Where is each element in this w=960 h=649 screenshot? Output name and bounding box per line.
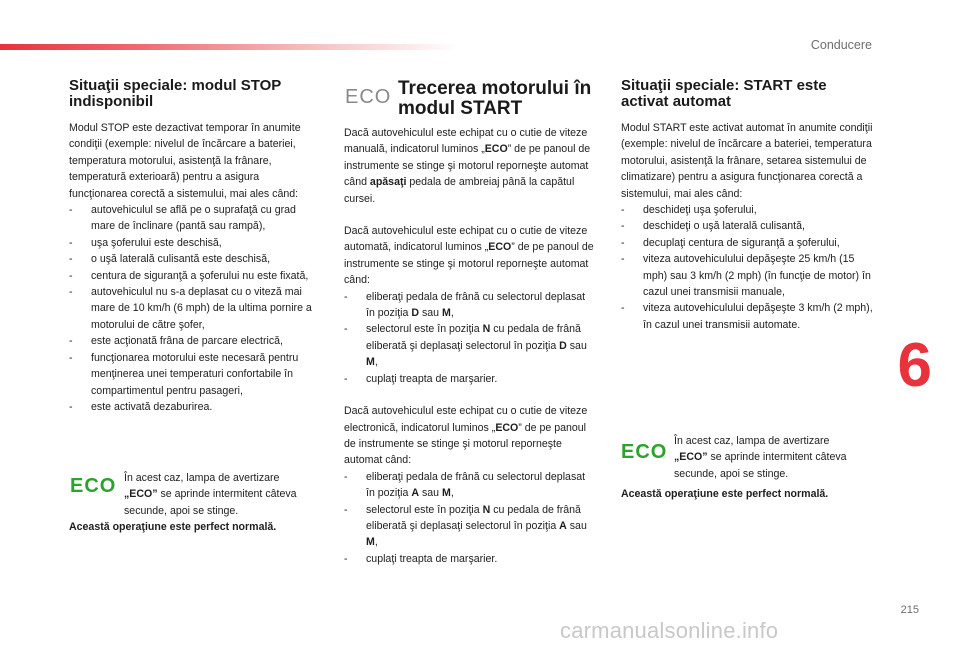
left-list [69, 202, 319, 415]
list-item: - cuplaţi treapta de marşarier. [344, 551, 594, 567]
left-footer-note: Această operaţiune este perfect normală. [69, 521, 277, 533]
left-intro: Modul STOP este dezactivat temporar în anumite condiţii (exemple: nivelul de încărcare a bateriei, temperatura motorului, asistenţă la frânare, temperatură exterioară) pentru a asigura funcţionarea corectă a sistemului, mai ales când: [69, 122, 301, 200]
left-eco-note: În acest caz, lampa de avertizare „ECO” se aprinde intermitent câteva secunde, apoi se stinge. [124, 472, 297, 517]
list-item: - funcţionarea motorului este necesară pentru menţinerea unei temperaturi confortabile în compartimentul pentru pasageri, [69, 350, 319, 399]
electronic-gearbox-list [344, 469, 594, 567]
list-item: - autovehiculul nu s-a deplasat cu o viteză mai mare de 10 km/h (6 mph) de la ultima pornire a motorului de către şofer, [69, 284, 319, 333]
eco-warning-icon: ECO [70, 475, 117, 497]
left-column [69, 78, 319, 415]
right-footer-note: Această operaţiune este perfect normală. [621, 488, 829, 500]
watermark: carmanualsonline.info [560, 618, 779, 643]
electronic-gearbox-paragraph: Dacă autovehiculul este echipat cu o cutie de viteze electronică, indicatorul luminos „ECO” de pe panoul de instrumente se stinge şi motorul reporneşte automat când: [344, 405, 588, 467]
list-item: - cuplaţi treapta de marşarier. [344, 371, 594, 387]
list-item: - deschideţi uşa şoferului, [621, 202, 873, 218]
automatic-gearbox-paragraph: Dacă autovehiculul este echipat cu o cutie de viteze automată, indicatorul luminos „ECO” de pe panoul de instrumente se stinge şi motorul reporneşte automat când: [344, 225, 594, 287]
list-item: - viteza autovehiculului depăşeşte 25 km/h (15 mph) sau 3 km/h (2 mph) (în funcţie de motor) în cazul unei transmisii manuale, [621, 251, 873, 300]
middle-column [344, 125, 594, 567]
list-item: - este acţionată frâna de parcare electrică, [69, 333, 319, 349]
chapter-number: 6 [897, 331, 932, 400]
left-title: Situaţii speciale: modul STOP indisponibil [69, 77, 282, 110]
list-item: - o uşă laterală culisantă este deschisă, [69, 251, 319, 267]
list-item: - eliberaţi pedala de frână cu selectorul deplasat în poziţia A sau M, [344, 469, 594, 502]
eco-icon: ECO [345, 86, 392, 108]
list-item: - eliberaţi pedala de frână cu selectorul deplasat în poziţia D sau M, [344, 289, 594, 322]
right-title: Situaţii speciale: START este activat automat [621, 77, 827, 110]
list-item: - este activată dezaburirea. [69, 399, 319, 415]
list-item: - autovehiculul se află pe o suprafaţă cu grad mare de înclinare (pantă sau rampă), [69, 202, 319, 235]
eco-warning-icon: ECO [621, 441, 668, 463]
section-title: Conducere [810, 38, 872, 52]
list-item: - selectorul este în poziţia N cu pedala de frână eliberată şi deplasaţi selectorul în poziţia D sau M, [344, 321, 594, 370]
list-item: - deschideţi o uşă laterală culisantă, [621, 218, 873, 234]
right-intro: Modul START este activat automat în anumite condiţii (exemple: nivelul de încărcare a bateriei, temperatura motorului, asistenţă la frânare, setarea sistemului de climatizare) pentru a asigura funcţionarea corectă a sistemului, mai ales când: [621, 122, 873, 200]
automatic-gearbox-list [344, 289, 594, 387]
middle-title: Trecerea motorului în modul START [398, 78, 592, 119]
list-item: - viteza autovehiculului depăşeşte 3 km/h (2 mph), în cazul unei transmisii automate. [621, 300, 873, 333]
manual-gearbox-paragraph: Dacă autovehiculul este echipat cu o cutie de viteze manuală, indicatorul luminos „ECO” de pe panoul de instrumente se stinge şi motorul reporneşte automat când apăsaţi pedala de ambreiaj până la capătul cursei. [344, 127, 591, 205]
right-column [621, 78, 873, 333]
right-list [621, 202, 873, 333]
list-item: - decuplaţi centura de siguranţă a şoferului, [621, 235, 873, 251]
list-item: - uşa şoferului este deschisă, [69, 235, 319, 251]
list-item: - selectorul este în poziţia N cu pedala de frână eliberată şi deplasaţi selectorul în poziţia A sau M, [344, 502, 594, 551]
right-eco-note: În acest caz, lampa de avertizare „ECO” se aprinde intermitent câteva secunde, apoi se stinge. [674, 435, 847, 480]
page-number: 215 [900, 604, 919, 616]
list-item: - centura de siguranţă a şoferului nu este fixată, [69, 268, 319, 284]
header-accent-bar [0, 44, 460, 50]
